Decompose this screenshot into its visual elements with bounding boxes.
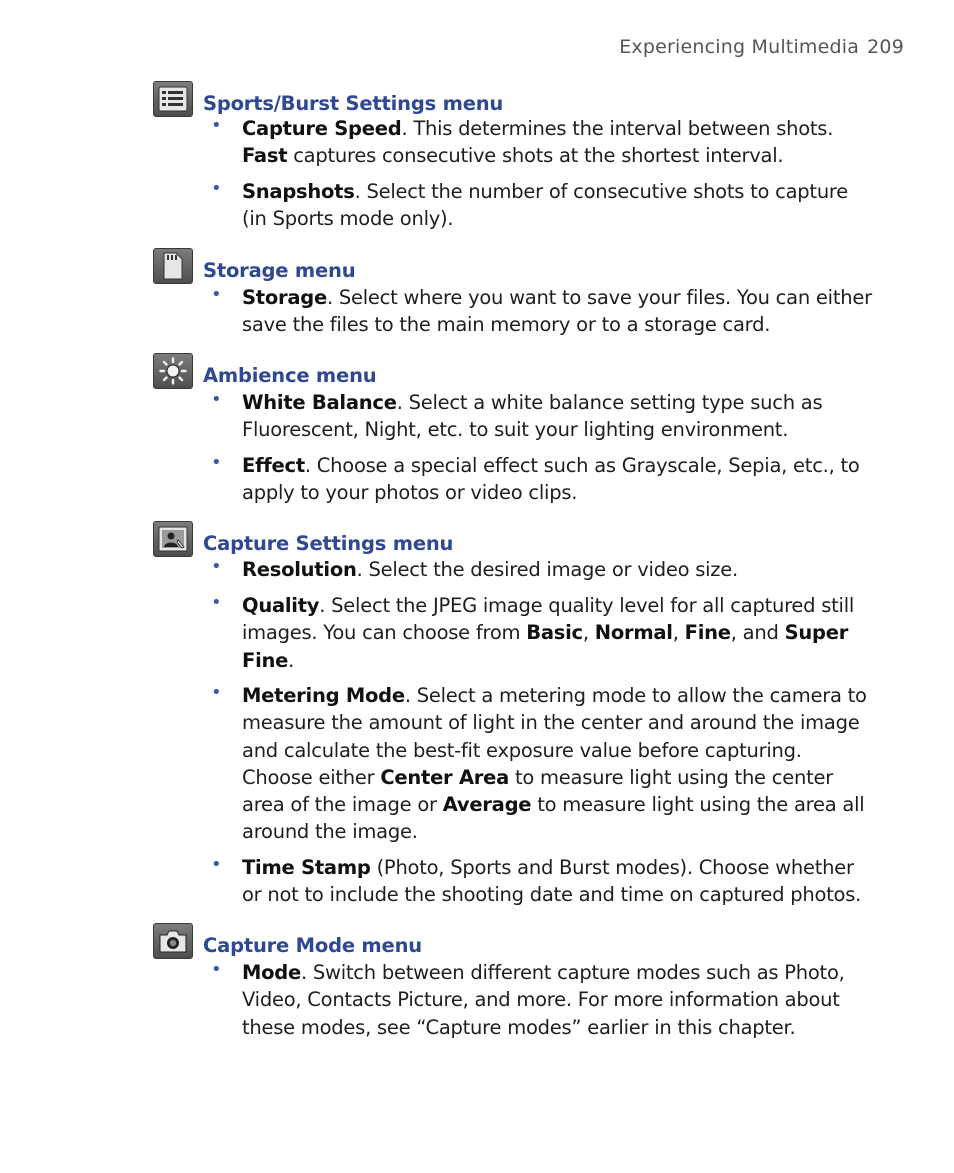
item-text <box>242 284 874 339</box>
text-run: . Switch between different capture modes such as Photo, Video, Contacts Picture, and more. For more information about these modes, see “Capture modes” earlier in this chapter. <box>242 961 845 1039</box>
storage-card-icon <box>153 248 193 284</box>
sun-icon <box>153 353 193 389</box>
item-text <box>242 178 874 233</box>
bold-term: Effect <box>242 454 305 477</box>
item-text <box>242 854 874 909</box>
text-run: . Choose a special effect such as Grayscale, Sepia, etc., to apply to your photos or video clips. <box>242 454 860 505</box>
text-run: to measure light using the center area of the image or <box>242 765 833 817</box>
text-run: captures consecutive shots at the shortest interval. <box>287 144 784 168</box>
bullet: • <box>211 959 222 980</box>
section-heading: Capture Settings menu <box>203 532 454 555</box>
bullet: • <box>211 592 222 613</box>
text-run: . Select a metering mode to allow the camera to measure the amount of light in the center and around the image and calculate the best-fit exposure value before capturing. Choose either <box>242 684 867 789</box>
bold-term: Metering Mode <box>242 684 405 707</box>
text-run: (Photo, Sports and Burst modes). Choose whether or not to include the shooting date and time on captured photos. <box>242 856 862 907</box>
section-heading: Sports/Burst Settings menu <box>203 92 504 115</box>
bullet: • <box>211 854 222 875</box>
item-text <box>242 682 874 846</box>
page-number: 209 <box>867 36 904 58</box>
text-run: . This determines the interval between shots. <box>401 117 834 140</box>
picture-settings-icon <box>153 521 193 557</box>
bullet: • <box>211 178 222 199</box>
bold-term: Capture Speed <box>242 117 402 140</box>
running-header <box>619 36 904 58</box>
item-text <box>242 452 874 507</box>
text-run: , <box>672 621 685 645</box>
text-run: . Select the JPEG image quality level for all captured still images. You can choose from <box>242 594 855 645</box>
text-run: , <box>582 621 595 645</box>
bold-term: Fast <box>242 144 288 168</box>
bullet: • <box>211 284 222 305</box>
bold-term: Snapshots <box>242 180 355 203</box>
list-menu-icon <box>153 81 193 117</box>
bold-term: Basic <box>526 621 583 645</box>
item-text <box>242 592 874 674</box>
item-text <box>242 959 874 1041</box>
text-run: . <box>288 648 295 672</box>
camera-icon <box>153 923 193 959</box>
bold-term: Super Fine <box>242 621 849 672</box>
bold-term: Center Area <box>380 765 510 789</box>
item-text <box>242 389 874 444</box>
bold-term: Resolution <box>242 558 357 581</box>
bold-term: Mode <box>242 961 301 984</box>
text-run: . Select where you want to save your files. You can either save the files to the main memory or to a storage card. <box>242 286 872 337</box>
bullet: • <box>211 389 222 410</box>
item-text <box>242 115 874 170</box>
bold-term: Normal <box>594 621 673 645</box>
text-run: , and <box>730 621 785 645</box>
bold-term: White Balance <box>242 391 397 414</box>
text-run: . Select a white balance setting type such as Fluorescent, Night, etc. to suit your lighting environment. <box>242 391 823 442</box>
bold-term: Fine <box>684 621 731 645</box>
bold-term: Average <box>442 793 532 817</box>
bullet: • <box>211 452 222 473</box>
bold-term: Time Stamp <box>242 856 371 879</box>
section-heading: Capture Mode menu <box>203 934 422 957</box>
chapter-title: Experiencing Multimedia <box>619 36 860 58</box>
bullet: • <box>211 682 222 703</box>
section-heading: Storage menu <box>203 259 356 282</box>
bold-term: Quality <box>242 594 320 617</box>
item-text <box>242 556 874 583</box>
bold-term: Storage <box>242 286 327 309</box>
section-heading: Ambience menu <box>203 364 377 387</box>
text-run: . Select the number of consecutive shots to capture (in Sports mode only). <box>242 180 849 231</box>
bullet: • <box>211 556 222 577</box>
text-run: . Select the desired image or video size. <box>356 558 738 581</box>
text-run: to measure light using the area all around the image. <box>242 793 865 844</box>
bullet: • <box>211 115 222 136</box>
